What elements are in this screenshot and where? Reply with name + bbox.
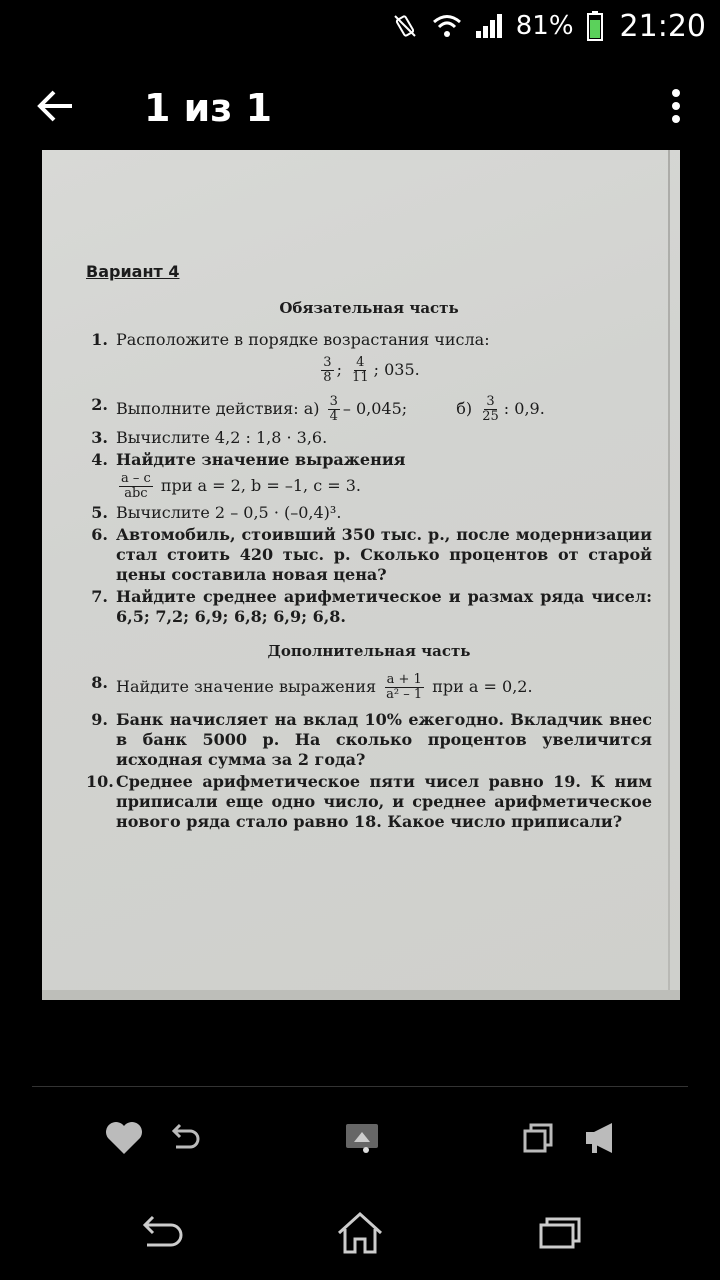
share-button[interactable] <box>340 1118 384 1162</box>
nav-recents-button[interactable] <box>530 1210 590 1260</box>
task-5 <box>86 503 652 523</box>
task-number: 1. <box>91 330 108 349</box>
share-icon <box>342 1120 382 1160</box>
task-number: 4. <box>91 450 108 469</box>
task-8: 8. Найдите значение выражения $\frac{a + 1}{\text{a² – 1}}$ при a = 0,2. <box>86 673 652 702</box>
task-number: 2. <box>91 395 108 414</box>
document-image[interactable] <box>42 150 680 1000</box>
fraction: $\frac{3}{25}$ <box>482 394 499 424</box>
nav-home-button[interactable] <box>330 1210 390 1260</box>
document-text <box>86 262 652 834</box>
page-bottom-edge <box>42 990 680 1000</box>
task-2: 2. Выполните действия: а) $\frac{3}{4}$ – 0,045; б) $\frac{3}{25}$ : 0,9. <box>86 395 652 424</box>
section-title-required: Обязательная часть <box>279 299 459 317</box>
task-number: 9. <box>91 710 108 729</box>
fraction: $\frac{3}{4}$ <box>329 394 338 424</box>
wifi-icon <box>432 11 462 41</box>
task-7 <box>86 587 652 627</box>
nav-home-icon <box>335 1211 385 1259</box>
task-text: Найдите значение выражения <box>116 677 377 696</box>
back-arrow-icon <box>36 89 76 127</box>
task-text: Выполните действия: а) <box>116 399 320 418</box>
task-text: Найдите среднее арифметическое и размах ряда чисел: 6,5; 7,2; 6,9; 6,8; 6,9; 6,8. <box>116 587 652 626</box>
action-bar <box>0 72 720 144</box>
announce-icon <box>582 1121 622 1159</box>
task-number: 7. <box>91 587 108 606</box>
battery-percent: 81% <box>515 11 574 41</box>
photo-toolbar <box>0 1100 720 1180</box>
fraction: $\frac{3}{8}$ <box>323 355 332 385</box>
fraction: $\frac{a - c}{\text{abc}}$ <box>121 471 151 501</box>
task-number: 6. <box>91 525 108 544</box>
page-edge-shadow <box>668 150 670 1000</box>
task-number: 10. <box>86 772 114 791</box>
copy-icon <box>521 1121 555 1159</box>
task-9 <box>86 710 652 770</box>
overflow-menu-icon <box>671 88 681 128</box>
task-text: Вычислите 2 – 0,5 · (–0,4)³. <box>116 503 342 522</box>
task-1 <box>86 330 652 350</box>
nav-recents-icon <box>535 1215 585 1255</box>
undo-icon <box>166 1123 202 1157</box>
nav-back-button[interactable] <box>130 1210 190 1260</box>
fraction: $\frac{a + 1}{\text{a² – 1}}$ <box>386 672 423 702</box>
status-bar <box>0 0 720 52</box>
nav-back-icon <box>135 1215 185 1255</box>
fraction: $\frac{4}{11}$ <box>352 355 369 385</box>
clock: 21:20 <box>619 8 706 44</box>
task-number: 8. <box>91 673 108 692</box>
page-title: 1 из 1 <box>144 86 273 130</box>
task-4: 4. Найдите значение выражения $\frac{a - c}{\text{abc}}$ при a = 2, b = –1, c = 3. <box>86 450 652 501</box>
vibrate-icon <box>390 11 420 41</box>
task-10 <box>86 772 652 832</box>
heart-icon <box>104 1120 144 1160</box>
task-text: Среднее арифметическое пяти чисел равно 19. К ним приписали еще одно число, и среднее арифметическое нового ряда стало равно 18. Какое число приписали? <box>116 772 652 831</box>
task-number: 3. <box>91 428 108 447</box>
undo-button[interactable] <box>162 1118 206 1162</box>
section-title-extra: Дополнительная часть <box>267 642 471 660</box>
announce-button[interactable] <box>580 1118 624 1162</box>
battery-icon <box>586 11 604 41</box>
task-6 <box>86 525 652 585</box>
task-text: Автомобиль, стоивший 350 тыс. р., после модернизации стал стоить 420 тыс. р. Сколько процентов от старой цены составила новая цена? <box>116 525 652 584</box>
overflow-menu-button[interactable] <box>654 86 698 130</box>
signal-icon <box>474 11 504 41</box>
task-number: 5. <box>91 503 108 522</box>
task-1-numbers: $\frac{3}{8}$ ; $\frac{4}{11}$ ; 035. <box>323 355 420 385</box>
variant-title: Вариант 4 <box>86 262 180 281</box>
task-text: Вычислите 4,2 : 1,8 · 3,6. <box>116 428 328 447</box>
task-3 <box>86 428 652 448</box>
task-text: Расположите в порядке возрастания числа: <box>116 330 490 349</box>
toolbar-divider <box>32 1086 688 1087</box>
system-nav-bar <box>0 1190 720 1280</box>
copy-button[interactable] <box>516 1118 560 1162</box>
task-text: Банк начисляет на вклад 10% ежегодно. Вкладчик внес в банк 5000 р. На сколько процентов увеличится исходная сумма за 2 года? <box>116 710 652 769</box>
task-text: Найдите значение выражения <box>116 450 406 469</box>
back-button[interactable] <box>0 72 112 144</box>
favorite-button[interactable] <box>102 1118 146 1162</box>
